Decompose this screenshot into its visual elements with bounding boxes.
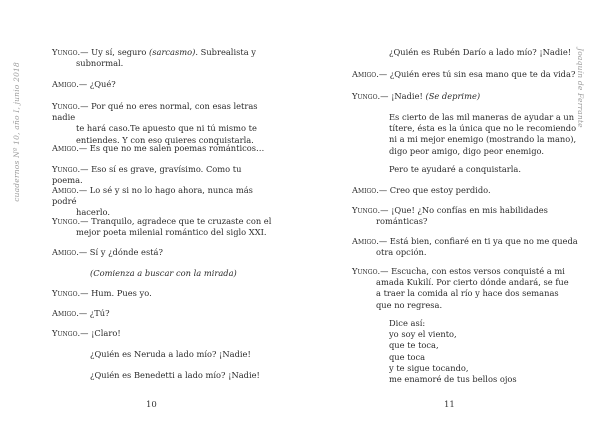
- dialogue-line: Yungo.— Tranquilo, agradece que te cruzaste con el mejor poeta milenial romántico del siglo XXI.: [52, 216, 272, 238]
- dialogue-line: Yungo.— ¡Que! ¿No confías en mis habilidades románticas?: [352, 205, 548, 227]
- dialogue-line: Amigo.— Está bien, confiaré en ti ya que no me queda otra opción.: [352, 236, 578, 258]
- speaker-name: Amigo.: [52, 79, 79, 89]
- page-number: 11: [444, 400, 455, 410]
- speaker-name: Yungo.: [352, 205, 381, 215]
- dialogue-line: Yungo.— Escucha, con estos versos conquisté a mi amada Kukilí. Por cierto dónde andará, se fue a traer la comida al río y hace dos semanas que no regresa.: [352, 266, 569, 310]
- left-running-header: cuadernos Nº 10, año I, junio 2018: [12, 62, 21, 202]
- dialogue-line: Yungo.— Por qué no eres normal, con esas letras nadie te hará caso.Te apuesto que ni tú mismo te entiendes. Y con eso quieres conquistarla.: [52, 101, 258, 145]
- dialogue-line: Amigo.— Sí y ¿dónde está?: [52, 247, 163, 257]
- dialogue-line: Yungo.— ¡Claro!: [52, 328, 121, 338]
- speaker-name: Amigo.: [52, 247, 79, 257]
- poem-line: y te sigue tocando,: [389, 362, 469, 373]
- poem-line: yo soy el viento,: [389, 329, 457, 340]
- dialogue-line: Amigo.— ¿Quién eres tú sin esa mano que te da vida?: [352, 69, 576, 79]
- speaker-name: Amigo.: [352, 236, 379, 246]
- paragraph: Pero te ayudaré a conquistarla.: [389, 164, 521, 174]
- verse-line: ¿Quién es Neruda a lado mío? ¡Nadie!: [90, 349, 251, 359]
- stage-direction: (Comienza a buscar con la mirada): [90, 268, 237, 278]
- speaker-name: Yungo.: [352, 266, 381, 276]
- speaker-name: Yungo.: [52, 101, 81, 111]
- poem-intro: Dice así:: [389, 318, 426, 328]
- dialogue-line: Yungo.— ¡Nadie! (Se deprime): [352, 91, 481, 101]
- dialogue-line: Amigo.— ¿Qué?: [52, 79, 116, 89]
- dialogue-line: Amigo.— Es que no me salen poemas románticos…: [52, 143, 265, 153]
- speaker-name: Yungo.: [352, 91, 381, 101]
- verse-line: ¿Quién es Benedetti a lado mío? ¡Nadie!: [90, 370, 260, 380]
- dialogue-line: Yungo.— Hum. Pues yo.: [52, 288, 152, 298]
- page-number: 10: [146, 400, 157, 410]
- speaker-name: Amigo.: [52, 185, 79, 195]
- dialogue-line: Amigo.— Creo que estoy perdido.: [352, 185, 491, 195]
- dialogue-line: Yungo.— Uy sí, seguro (sarcasmo). Subrealista y subnormal.: [52, 47, 256, 69]
- speaker-name: Amigo.: [52, 308, 79, 318]
- speaker-name: Yungo.: [52, 288, 81, 298]
- poem-line: me enamoré de tus bellos ojos: [389, 374, 517, 385]
- dialogue-line: Yungo.— Eso sí es grave, gravísimo. Como tu poema.: [52, 164, 242, 186]
- speaker-name: Yungo.: [52, 164, 81, 174]
- verse-line: ¿Quién es Rubén Darío a lado mío? ¡Nadie!: [389, 47, 572, 57]
- dialogue-line: Amigo.— Lo sé y si no lo hago ahora, nunca más podré hacerlo.: [52, 185, 253, 218]
- poem-line: que toca: [389, 351, 426, 362]
- speaker-name: Amigo.: [352, 185, 379, 195]
- paragraph: Es cierto de las mil maneras de ayudar a un títere, ésta es la única que no le recomiendo ni a mi mejor enemigo (mostrando la mano), digo peor amigo, digo peor enemigo.: [389, 112, 577, 156]
- speaker-name: Yungo.: [52, 47, 81, 57]
- speaker-name: Amigo.: [352, 69, 379, 79]
- speaker-name: Yungo.: [52, 216, 81, 226]
- poem: [389, 318, 589, 385]
- right-running-header: Joaquín de Ferrante: [576, 48, 585, 128]
- speaker-name: Amigo.: [52, 143, 79, 153]
- dialogue-line: Amigo.— ¿Tú?: [52, 308, 110, 318]
- speaker-name: Yungo.: [52, 328, 81, 338]
- poem-line: que te toca,: [389, 340, 439, 351]
